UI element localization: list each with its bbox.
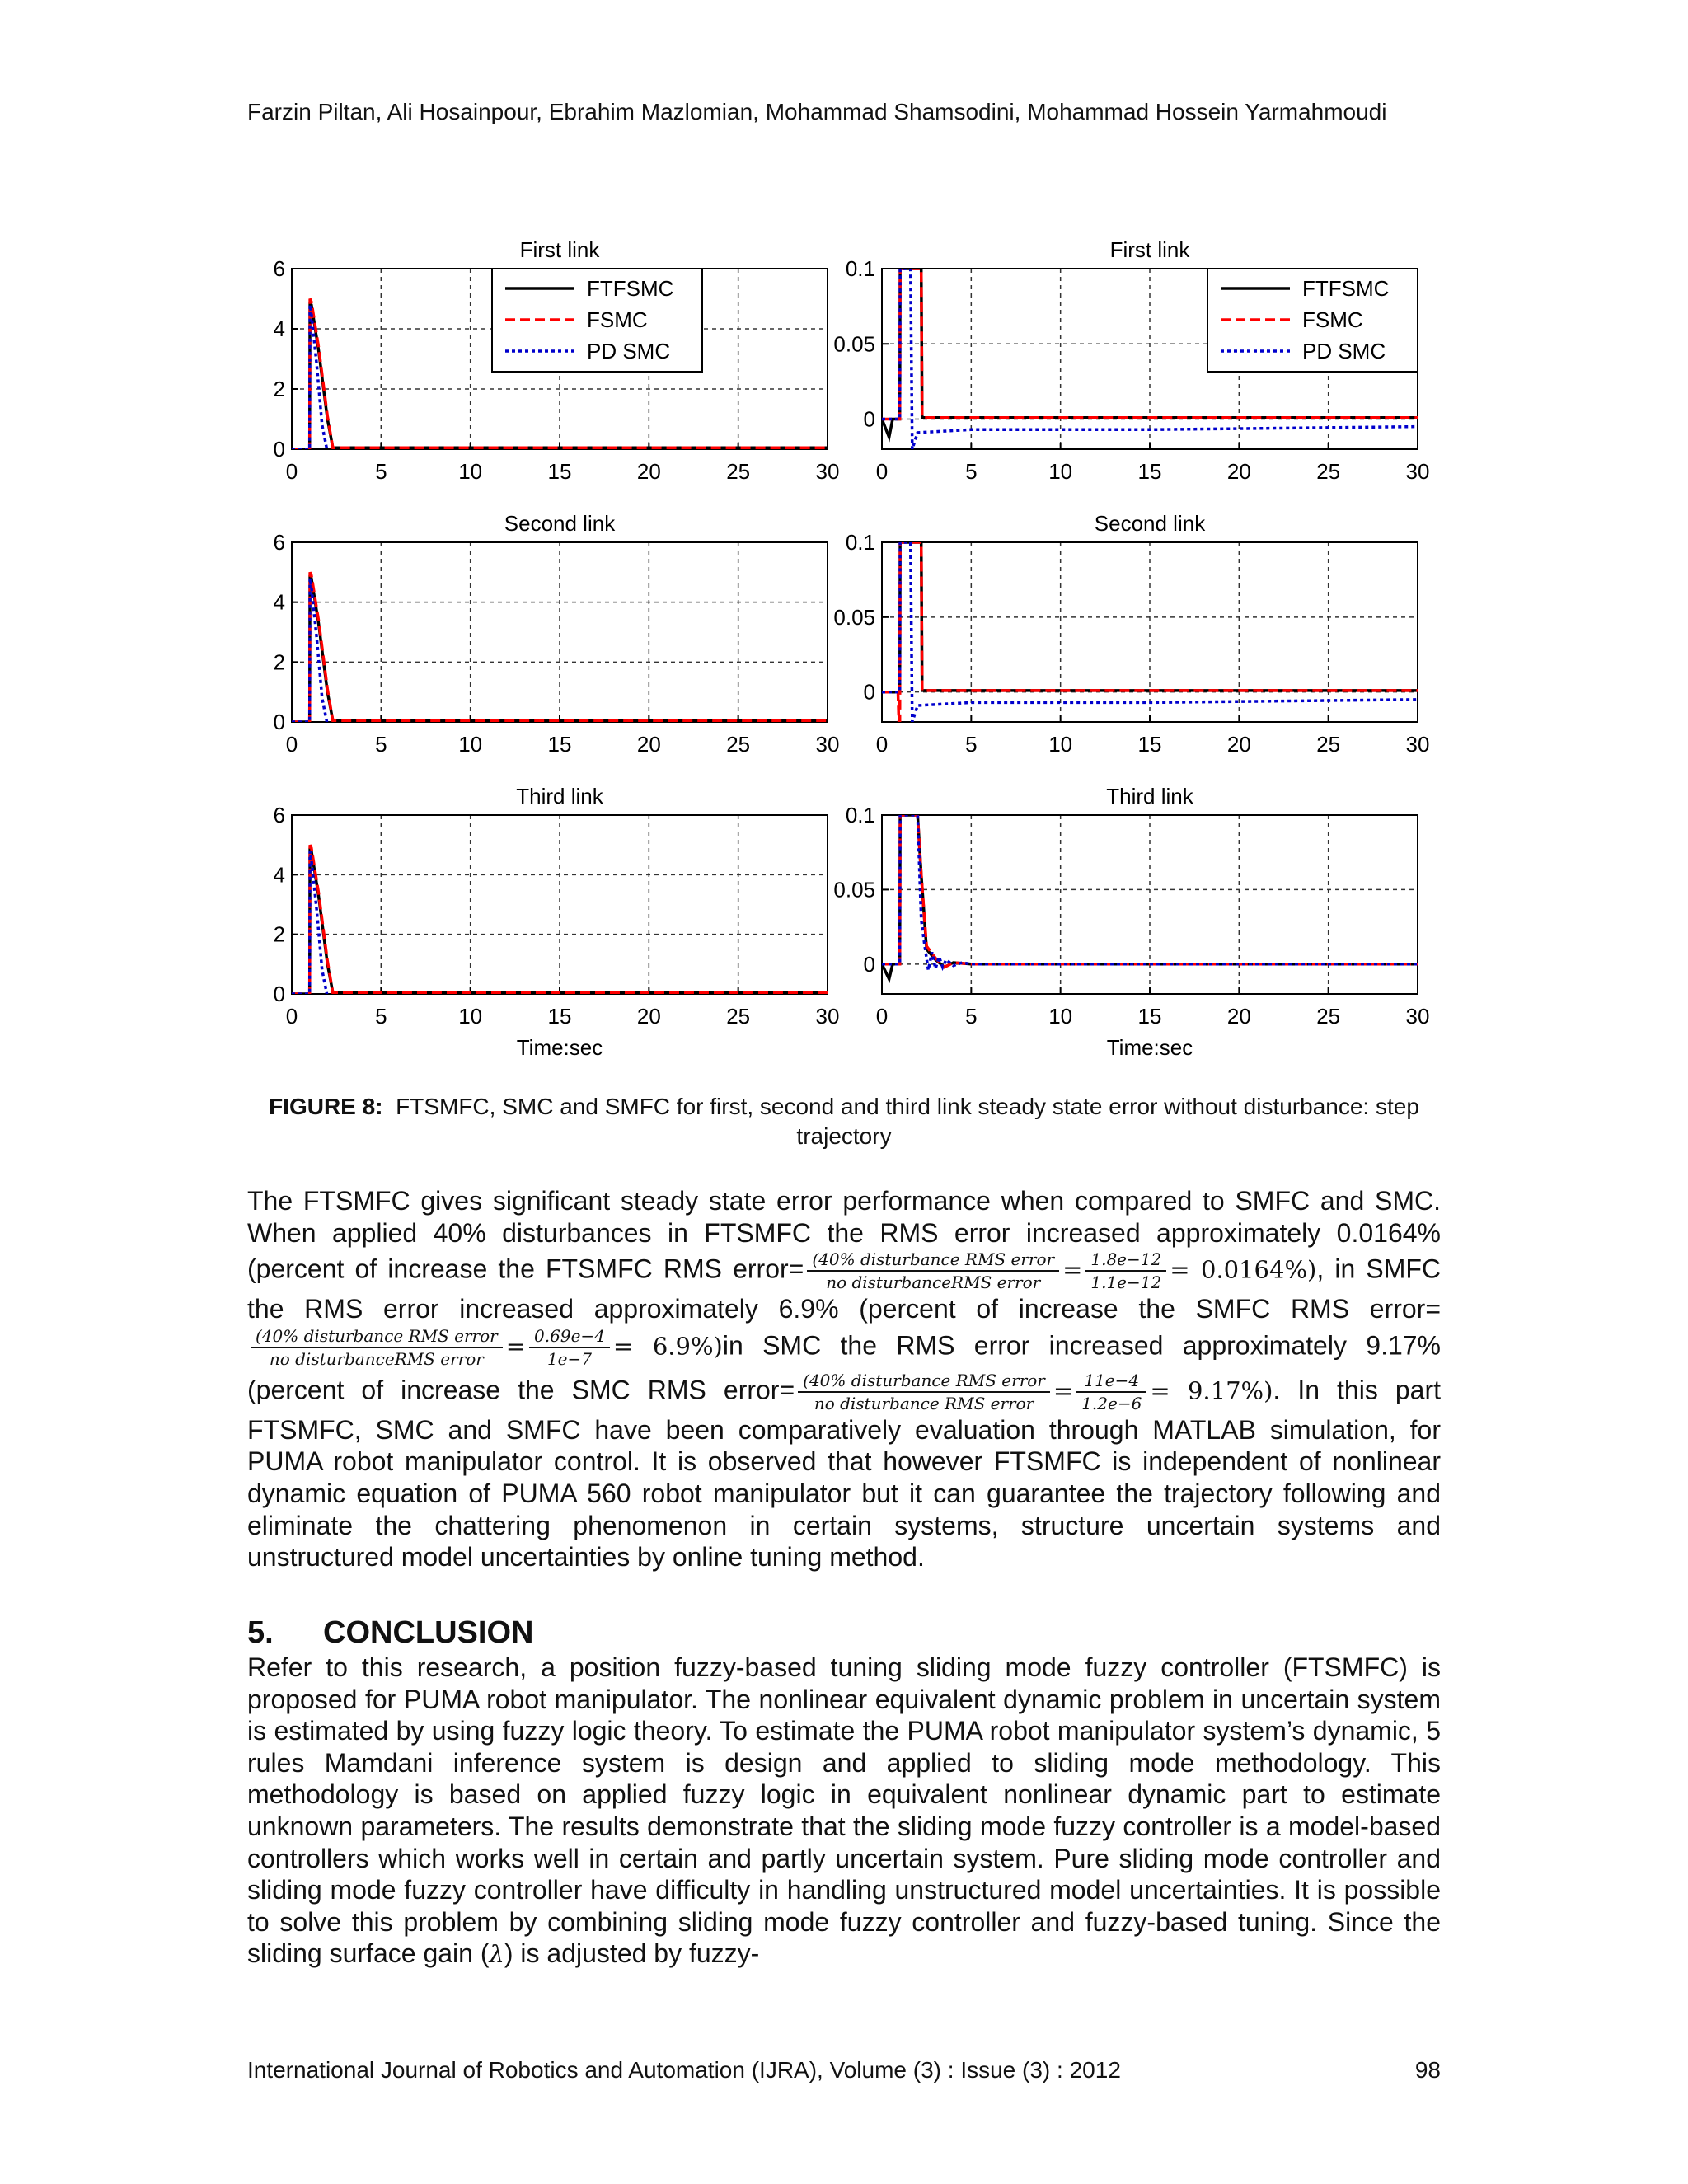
chart-4 (833, 511, 1429, 757)
math-text: = 6.9%) (612, 1332, 723, 1361)
y-tick-label: 0.05 (833, 604, 875, 630)
legend-label: FSMC (1302, 307, 1363, 332)
section-number: 5. (247, 1615, 274, 1650)
y-tick-label: 0 (863, 951, 875, 977)
x-tick-label: 25 (726, 459, 751, 484)
x-tick-label: 10 (458, 459, 483, 484)
y-tick-label: 6 (273, 803, 285, 827)
chart-title: Second link (1094, 511, 1206, 536)
para-text: in SMC the RMS error increased approximately 9.17% (percent of increase the SMC RMS error= (247, 1330, 1441, 1405)
x-tick-label: 25 (1316, 1004, 1341, 1029)
y-tick-label: 0.1 (845, 803, 875, 827)
x-tick-label: 10 (458, 1004, 483, 1029)
page-header-authors: Farzin Piltan, Ali Hosainpour, Ebrahim Mazlomian, Mohammad Shamsodini, Mohammad Hossein Yarmahmoudi (247, 99, 1387, 124)
x-tick-label: 0 (875, 1004, 889, 1029)
x-tick-label: 5 (965, 459, 978, 484)
x-tick-label: 20 (1226, 459, 1251, 484)
x-tick-label: 5 (375, 732, 387, 757)
x-tick-label: 30 (815, 732, 840, 757)
chart-title: First link (1109, 237, 1190, 262)
x-tick-label: 0 (285, 459, 298, 484)
legend-label: FSMC (587, 307, 648, 332)
chart-3 (274, 511, 840, 757)
x-tick-label: 30 (1405, 459, 1430, 484)
y-tick-label: 0.1 (845, 530, 875, 555)
x-tick-label: 15 (547, 459, 572, 484)
x-tick-label: 30 (815, 459, 840, 484)
x-tick-label: 25 (1316, 732, 1341, 757)
legend-label: FTFSMC (587, 276, 674, 301)
legend-label: PD SMC (587, 339, 671, 363)
page-footer (247, 2055, 1441, 2085)
y-tick-label: 0.1 (845, 256, 875, 281)
x-tick-label: 20 (636, 459, 661, 484)
x-tick-label: 10 (1048, 459, 1073, 484)
x-tick-label: 15 (1137, 732, 1162, 757)
chart-5 (274, 784, 840, 1060)
chart-1 (274, 237, 840, 484)
y-tick-label: 0.05 (833, 331, 875, 357)
figure-caption-text: FTSMFC, SMC and SMFC for first, second and third link steady state error without disturbance: step trajectory (396, 1094, 1419, 1149)
section-title: CONCLUSION (323, 1615, 534, 1650)
figure-8-charts (0, 0, 1688, 1088)
y-tick-label: 2 (273, 377, 285, 401)
fraction: $\frac{1.8e-12}{1.1e-12}$ (1085, 1249, 1166, 1293)
fraction: $\frac{\text{(40\% disturbance RMS error}}{\text{no disturbanceRMS error}}$ (807, 1249, 1059, 1293)
x-tick-label: 10 (1048, 1004, 1073, 1029)
fraction: $\frac{\text{(40\% disturbance RMS error}}{\text{no disturbance RMS error}}$ (798, 1370, 1050, 1414)
x-tick-label: 5 (375, 459, 387, 484)
fraction: $\frac{\text{(40\% disturbance RMS error}}{\text{no disturbanceRMS error}}$ (251, 1325, 503, 1370)
x-tick-label: 30 (1405, 732, 1430, 757)
x-axis-label: Time:sec (516, 1035, 603, 1060)
chart-6 (833, 784, 1429, 1060)
y-tick-label: 0.05 (833, 877, 875, 902)
y-tick-label: 2 (273, 649, 285, 675)
x-tick-label: 0 (285, 1004, 298, 1029)
x-tick-label: 30 (815, 1004, 840, 1029)
para-text: . In this part FTSMFC, SMC and SMFC have been comparatively evaluation through MATLAB simulation, for PUMA robot manipulator control. It is observed that however FTSMFC is independent of nonlinear dynamic equation of PUMA 560 robot manipulator but it can guarantee the trajectory following and eliminate the chattering phenomenon in certain systems, structure uncertain systems and unstructured model uncertainties by online tuning method. (247, 1375, 1442, 1572)
legend-label: FTFSMC (1302, 276, 1390, 301)
chart-title: Third link (1106, 784, 1193, 808)
para-text: The FTSMFC gives significant steady state error performance when compared to SMFC and SMC. When applied 40% disturbances in FTSMFC the RMS error increased approximately 0.0164% (percent of increase the FTSMFC RMS error= (247, 1186, 1441, 1284)
footer-journal: International Journal of Robotics and Automation (IJRA), Volume (3) : Issue (3) : 2012 (247, 2057, 1121, 2083)
x-tick-label: 25 (726, 1004, 751, 1029)
math-text: = 0.0164%) (1170, 1255, 1317, 1284)
chart-title: First link (519, 237, 600, 262)
figure-caption-label: FIGURE 8: (269, 1094, 383, 1119)
y-tick-label: 0 (863, 679, 875, 705)
legend-label: PD SMC (1302, 339, 1386, 363)
chart-title: Second link (504, 511, 616, 536)
y-tick-label: 6 (273, 256, 285, 281)
conclusion-paragraph (247, 1652, 1441, 1971)
x-tick-label: 10 (1048, 732, 1073, 757)
y-tick-label: 4 (273, 862, 285, 888)
x-tick-label: 10 (458, 732, 483, 757)
x-tick-label: 20 (636, 1004, 661, 1029)
page-number: 98 (1414, 2057, 1441, 2083)
section-heading (247, 1615, 533, 1651)
math-text: = 9.17%) (1150, 1376, 1273, 1405)
x-tick-label: 5 (375, 1004, 387, 1029)
x-tick-label: 0 (875, 732, 889, 757)
x-tick-label: 5 (965, 1004, 978, 1029)
fraction: $\frac{0.69e-4}{1e-7}$ (529, 1325, 610, 1370)
x-tick-label: 25 (726, 732, 751, 757)
series-group (882, 815, 1418, 979)
para-text: , in SMFC the RMS error increased approximately 6.9% (percent of increase the SMFC RMS error= (247, 1254, 1442, 1324)
legend (492, 269, 702, 372)
y-tick-label: 4 (273, 316, 285, 341)
x-tick-label: 5 (965, 732, 978, 757)
results-paragraph: The FTSMFC gives significant steady state error performance when compared to SMFC and SMC. When applied 40% disturbances in FTSMFC the RMS error increased approximately 0.0164% (percent of increase the FTSMFC RMS error= $\frac{\text{(40\% disturbance RMS error}}{\text{no disturbanceRMS error}}$ = $\frac{1.8e-12}{1.1e-12}$ = 0.0164%), in SMFC the RMS error increased approximately 6.9% (percent of increase the SMFC RMS error= $\frac{\text{(40\% disturbance RMS error}}{\text{no disturbanceRMS error}}$ = $\frac{0.69e-4}{1e-7}$ = 6.9%)in SMC the RMS error increased approximately 9.17% (percent of increase the SMC RMS error= $\frac{\text{(40\% disturbance RMS error}}{\text{no disturbance RMS error}}$ = $\frac{11e-4}{1.2e-6}$ = 9.17%). In this part FTSMFC, SMC and SMFC have been comparatively evaluation through MATLAB simulation, for PUMA robot manipulator control. It is observed that however FTSMFC is independent of nonlinear dynamic equation of PUMA 560 robot manipulator but it can guarantee the trajectory following and eliminate the chattering phenomenon in certain systems, structure uncertain systems and unstructured model uncertainties by online tuning method. (247, 1186, 1442, 1572)
y-tick-label: 2 (273, 921, 285, 947)
legend (1207, 269, 1418, 372)
x-tick-label: 20 (636, 732, 661, 757)
y-tick-label: 0 (273, 437, 285, 462)
y-tick-label: 0 (273, 710, 285, 734)
para-text: ) is adjusted by fuzzy- (504, 1938, 760, 1969)
x-tick-label: 0 (875, 459, 889, 484)
x-tick-label: 20 (1226, 1004, 1251, 1029)
x-tick-label: 30 (1405, 1004, 1430, 1029)
lambda-symbol: λ (489, 1940, 504, 1969)
x-axis-label: Time:sec (1106, 1035, 1193, 1060)
para-text: Refer to this research, a position fuzzy-based tuning sliding mode fuzzy controller (FTSMFC) is proposed for PUMA robot manipulator. The nonlinear equivalent dynamic problem in uncertain system is estimated by using fuzzy logic theory. To estimate the PUMA robot manipulator system’s dynamic, 5 rules Mamdani inference system is design and applied to sliding mode methodology. This methodology is based on applied fuzzy logic in equivalent nonlinear dynamic part to estimate unknown parameters. The results demonstrate that the sliding mode fuzzy controller is a model-based controllers which works well in certain and partly uncertain system. Pure sliding mode controller and sliding mode fuzzy controller have difficulty in handling unstructured model uncertainties. It is possible to solve this problem by combining sliding mode fuzzy controller and fuzzy-based tuning. Since the sliding surface gain ( (247, 1652, 1441, 1969)
y-tick-label: 6 (273, 530, 285, 555)
x-tick-label: 15 (1137, 1004, 1162, 1029)
figure-caption (247, 1092, 1441, 1151)
x-tick-label: 15 (547, 732, 572, 757)
x-tick-label: 25 (1316, 459, 1341, 484)
x-tick-label: 15 (1137, 459, 1162, 484)
chart-title: Third link (516, 784, 603, 808)
y-tick-label: 4 (273, 589, 285, 615)
series-line-ftfsmc (882, 815, 1418, 979)
fraction: $\frac{11e-4}{1.2e-6}$ (1076, 1370, 1146, 1414)
y-tick-label: 0 (863, 406, 875, 432)
x-tick-label: 20 (1226, 732, 1251, 757)
y-tick-label: 0 (273, 982, 285, 1006)
x-tick-label: 0 (285, 732, 298, 757)
chart-2 (833, 237, 1429, 484)
x-tick-label: 15 (547, 1004, 572, 1029)
